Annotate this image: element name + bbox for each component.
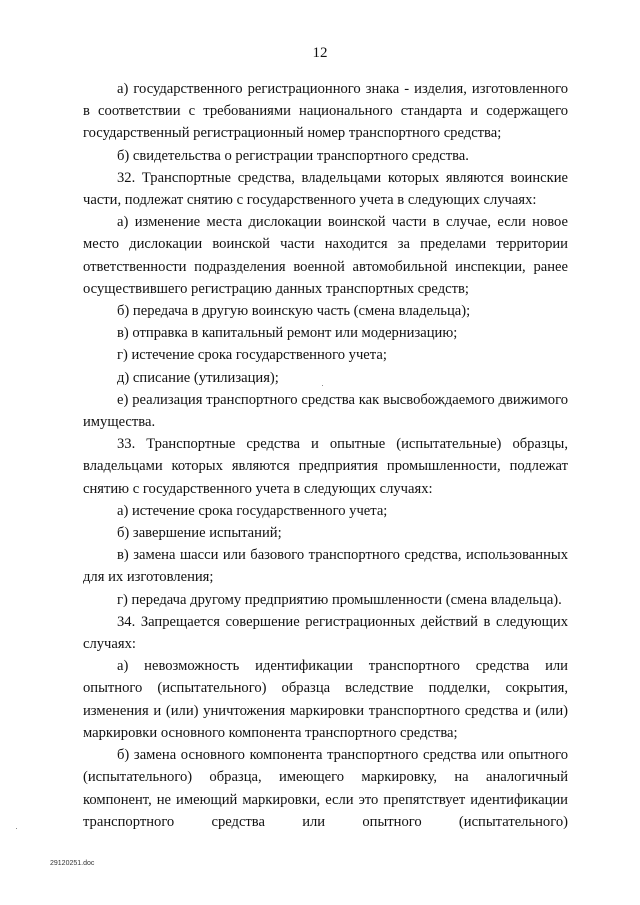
paragraph-32c-overhaul: в) отправка в капитальный ремонт или модернизацию; [117, 325, 458, 342]
scan-speck [16, 828, 17, 829]
paragraph-33-industry-vehicles: 33. Транспортные средства и опытные (испытательные) образцы, владельцами которых являются предприятия промышленности, подлежат снятию с государственного учета в следующих случаях: [83, 436, 568, 497]
page-number: 12 [312, 45, 328, 61]
paragraph-32a-relocation: а) изменение места дислокации воинской части в случае, если новое место дислокации воинской части находится за пределами территории ответственности подразделения военной автомобильной инспекции, ранее осуществившего регистрацию данных транспортных средств; [83, 214, 568, 297]
paragraph-32d-expiry: г) истечение срока государственного учета; [117, 347, 387, 364]
document-body [83, 78, 568, 833]
paragraph-b-registration-certificate: б) свидетельства о регистрации транспортного средства. [117, 147, 469, 164]
paragraph-a-registration-plate: а) государственного регистрационного знака - изделия, изготовленного в соответствии с требованиями национального стандарта и содержащего государственный регистрационный номер транспортного средства; [83, 81, 568, 142]
paragraph-32-military-vehicles: 32. Транспортные средства, владельцами которых являются воинские части, подлежат снятию с государственного учета в следующих случаях: [83, 169, 568, 209]
paragraph-33a-expiry: а) истечение срока государственного учета; [117, 502, 388, 519]
scan-speck [322, 385, 323, 386]
paragraph-34b-component-replacement: б) замена основного компонента транспортного средства или опытного (испытательного) образца, имеющего маркировку, на аналогичный компонент, не имеющий маркировки, если это препятствует идентификации транспортного средства или опытного (испытательного) [83, 747, 568, 830]
paragraph-32f-sale: е) реализация транспортного средства как высвобождаемого движимого имущества. [83, 391, 568, 431]
paragraph-33d-transfer: г) передача другому предприятию промышленности (смена владельца). [117, 591, 562, 608]
footer-filename: 29120251.doc [50, 860, 95, 867]
paragraph-32e-decommission: д) списание (утилизация); [117, 369, 279, 386]
paragraph-32b-transfer: б) передача в другую воинскую часть (смена владельца); [117, 303, 471, 320]
paragraph-33c-chassis-replacement: в) замена шасси или базового транспортного средства, использованных для их изготовления; [83, 547, 568, 586]
paragraph-33b-tests-completed: б) завершение испытаний; [117, 525, 282, 542]
paragraph-34-prohibited-actions: 34. Запрещается совершение регистрационных действий в следующих случаях: [83, 613, 568, 653]
paragraph-34a-identification-impossible: а) невозможность идентификации транспортного средства или опытного (испытательного) образца вследствие подделки, сокрытия, изменения и (или) уничтожения маркировки транспортного средства и (или) маркировки основного компонента транспортного средства; [83, 658, 568, 741]
